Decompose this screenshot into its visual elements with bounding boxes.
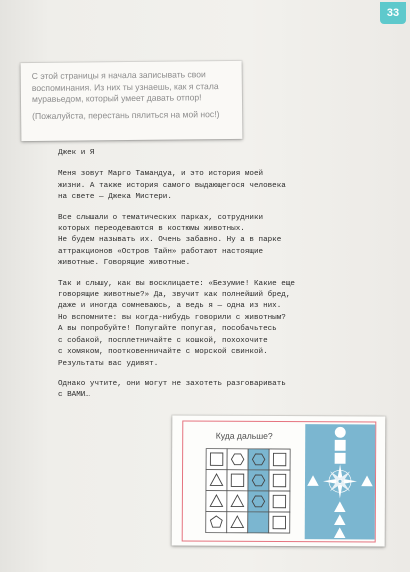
note-text: С этой страницы я начала записывать свои воспоминания. Из них ты узнаешь, как я стала муравьедом, который умеет давать отпор! bbox=[31, 69, 219, 105]
square-icon bbox=[335, 453, 345, 463]
note-card bbox=[21, 61, 243, 141]
story-paragraph-3: Так и слышу, как вы восклицаете: «Безумие! Какие еще говорящие животные?» Да, звучит как полнейший бред, даже и иногда сомневаюсь, а ведь я — одна из них. Но вспомните: вы когда-нибудь говорили с животным? А вы попробуйте! Попугайте попугая, пособачьтесь с собакой, посплетничайте с кошкой, похохочите с хомяком, поотковенничайте с морской свинкой. Результаты вас удивят. bbox=[58, 279, 295, 368]
square-icon bbox=[273, 474, 285, 486]
compass-rose-icon bbox=[323, 464, 357, 498]
story-paragraph-4: Однако учтите, они могут не захотеть разговаривать с ВАМИ… bbox=[58, 379, 286, 400]
story-text bbox=[58, 148, 388, 411]
square-icon bbox=[335, 440, 345, 450]
hexagon-icon bbox=[252, 475, 264, 486]
square-icon bbox=[231, 474, 243, 486]
note-aside: (Пожалуйста, перестань пялиться на мой нос!) bbox=[32, 108, 220, 121]
story-paragraph-1: Меня зовут Марго Тамандуа, и это история моей жизни. А также история самого выдающегося человека на свете — Джека Мистери. bbox=[58, 170, 286, 202]
triangle-icon bbox=[362, 476, 372, 485]
circle-icon bbox=[335, 427, 345, 437]
answer-panel-shapes bbox=[305, 424, 376, 539]
hexagon-icon bbox=[252, 454, 264, 465]
puzzle-question: Куда дальше? bbox=[215, 430, 273, 441]
square-icon bbox=[273, 516, 285, 528]
triangle-icon bbox=[335, 502, 345, 511]
puzzle-card bbox=[172, 415, 386, 546]
page-number: 33 bbox=[380, 2, 406, 24]
square-icon bbox=[273, 495, 285, 507]
triangle-icon bbox=[335, 515, 345, 524]
square-icon bbox=[210, 453, 222, 465]
story-paragraph-2: Все слышали о тематических парках, сотрудники которых переодеваются в костюмы животных. Не будем называть их. Очень забавно. Ну а в парке аттракционов «Остров Тайн» работают настоящие животные. Говорящие животные. bbox=[58, 213, 282, 268]
triangle-icon bbox=[308, 476, 318, 485]
triangle-icon bbox=[335, 528, 345, 537]
puzzle-frame bbox=[182, 420, 377, 542]
grid-cell bbox=[248, 512, 269, 533]
puzzle-answer-panel bbox=[305, 424, 376, 539]
puzzle-grid bbox=[203, 448, 298, 534]
hexagon-icon bbox=[231, 454, 243, 465]
square-icon bbox=[273, 453, 285, 465]
hexagon-icon bbox=[252, 496, 264, 507]
story-title: Джек и Я bbox=[58, 149, 95, 157]
